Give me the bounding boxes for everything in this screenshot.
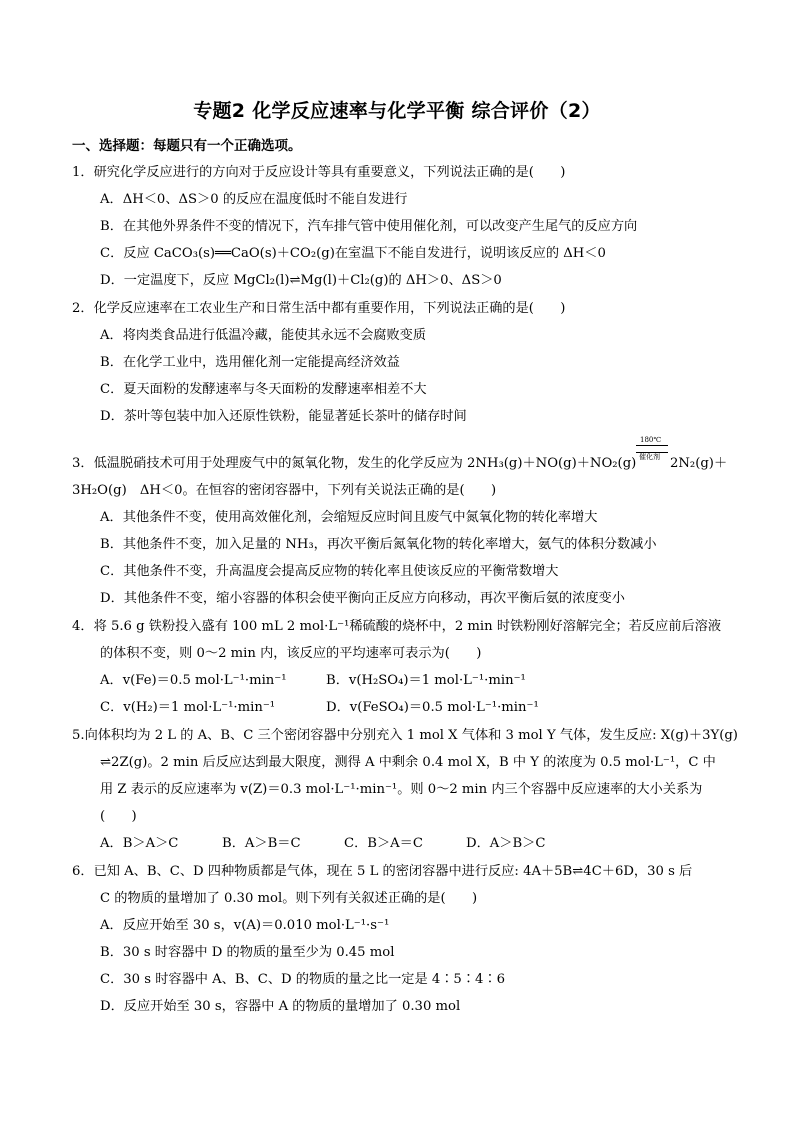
question-5-option-d: D．A＞B＞C — [466, 836, 546, 851]
question-4-stem-line-1: 4．将 5.6 g 铁粉投入盛有 100 mL 2 mol·L⁻¹稀硫酸的烧杯中，2 min 时铁粉刚好溶解完全；若反应前后溶液 — [72, 619, 722, 634]
question-2-option-b: B．在化学工业中，选用催化剂一定能提高经济效益 — [100, 355, 400, 370]
question-5-option-a: A．B＞A＞C — [100, 836, 179, 851]
reaction-condition-temperature: 180℃ — [640, 436, 662, 444]
question-1-stem: 1．研究化学反应进行的方向对于反应设计等具有重要意义，下列说法正确的是( ) — [72, 165, 566, 180]
page-title: 专题2 化学反应速率与化学平衡 综合评价（2） — [193, 100, 601, 122]
question-6-option-d: D．反应开始至 30 s，容器中 A 的物质的量增加了 0.30 mol — [100, 999, 461, 1014]
question-3-stem-product: 2N₂(g)＋ — [670, 456, 728, 471]
question-4-option-b: B．v(H₂SO₄)＝1 mol·L⁻¹·min⁻¹ — [326, 673, 526, 688]
question-4-option-c: C．v(H₂)＝1 mol·L⁻¹·min⁻¹ — [100, 700, 276, 715]
question-3-stem-line-1: 3．低温脱硝技术可用于处理废气中的氮氧化物，发生的化学反应为 2NH₃(g)＋NO(g)＋NO₂(g) — [72, 456, 637, 471]
question-5-answer-bracket: ( ) — [100, 809, 137, 824]
question-2-option-d: D．茶叶等包装中加入还原性铁粉，能显著延长茶叶的储存时间 — [100, 409, 467, 424]
question-3-stem-line-2: 3H₂O(g) ΔH＜0。在恒容的密闭容器中，下列有关说法正确的是( ) — [72, 483, 497, 498]
question-5-option-b: B．A＞B＝C — [222, 836, 301, 851]
question-1-option-d: D．一定温度下，反应 MgCl₂(l)⇌Mg(l)＋Cl₂(g)的 ΔH＞0、ΔS＞0 — [100, 273, 502, 288]
question-1-option-c: C．反应 CaCO₃(s)══CaO(s)＋CO₂(g)在室温下不能自发进行，说明该反应的 ΔH＜0 — [100, 246, 606, 261]
question-5-option-c: C．B＞A＝C — [344, 836, 423, 851]
question-1-option-a: A．ΔH＜0、ΔS＞0 的反应在温度低时不能自发进行 — [100, 192, 408, 207]
question-4-stem-line-2: 的体积不变，则 0～2 min 内，该反应的平均速率可表示为( ) — [100, 646, 482, 661]
question-2-option-c: C．夏天面粉的发酵速率与冬天面粉的发酵速率相差不大 — [100, 382, 427, 397]
question-3-option-d: D．其他条件不变，缩小容器的体积会使平衡向正反应方向移动，再次平衡后氨的浓度变小 — [100, 591, 625, 606]
question-1-option-b: B．在其他外界条件不变的情况下，汽车排气管中使用催化剂，可以改变产生尾气的反应方向 — [100, 219, 638, 234]
question-6-option-c: C．30 s 时容器中 A、B、C、D 的物质的量之比一定是 4∶5∶4∶6 — [100, 972, 505, 987]
question-2-option-a: A．将肉类食品进行低温冷藏，能使其永远不会腐败变质 — [100, 328, 427, 343]
question-4-option-d: D．v(FeSO₄)＝0.5 mol·L⁻¹·min⁻¹ — [326, 700, 539, 715]
question-5-stem-line-3: 用 Z 表示的反应速率为 v(Z)＝0.3 mol·L⁻¹·min⁻¹。则 0～2 min 内三个容器中反应速率的大小关系为 — [100, 782, 703, 797]
question-4-option-a: A．v(Fe)＝0.5 mol·L⁻¹·min⁻¹ — [100, 673, 287, 688]
question-6-stem-line-1: 6．已知 A、B、C、D 四种物质都是气体，现在 5 L 的密闭容器中进行反应: 4A＋5B⇌4C＋6D，30 s 后 — [72, 864, 693, 879]
question-6-stem-line-2: C 的物质的量增加了 0.30 mol。则下列有关叙述正确的是( ) — [100, 891, 478, 906]
question-3-option-c: C．其他条件不变，升高温度会提高反应物的转化率且使该反应的平衡常数增大 — [100, 564, 559, 579]
question-3-option-a: A．其他条件不变，使用高效催化剂，会缩短反应时间且废气中氮氧化物的转化率增大 — [100, 510, 598, 525]
reaction-condition-catalyst: 催化剂 — [639, 453, 660, 461]
section-heading: 一、选择题：每题只有一个正确选项。 — [72, 138, 302, 154]
question-6-option-b: B．30 s 时容器中 D 的物质的量至少为 0.45 mol — [100, 945, 395, 960]
question-3-option-b: B．其他条件不变，加入足量的 NH₃，再次平衡后氮氧化物的转化率增大，氨气的体积分数减小 — [100, 537, 657, 552]
question-5-stem-line-1: 5.向体积均为 2 L 的 A、B、C 三个密闭容器中分别充入 1 mol X 气体和 3 mol Y 气体，发生反应: X(g)＋3Y(g) — [72, 728, 738, 743]
question-2-stem: 2．化学反应速率在工农业生产和日常生活中都有重要作用，下列说法正确的是( ) — [72, 301, 566, 316]
question-6-option-a: A．反应开始至 30 s，v(A)＝0.010 mol·L⁻¹·s⁻¹ — [100, 918, 390, 933]
question-5-stem-line-2: ⇌2Z(g)。2 min 后反应达到最大限度，测得 A 中剩余 0.4 mol X，B 中 Y 的浓度为 0.5 mol·L⁻¹，C 中 — [100, 755, 716, 770]
